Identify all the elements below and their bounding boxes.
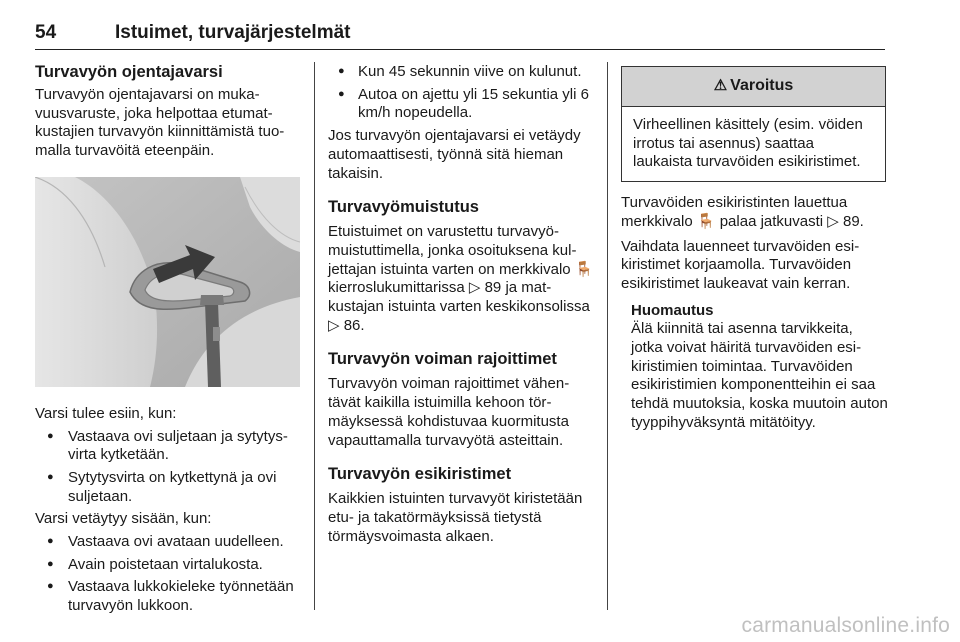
retract-conditions-continued-list xyxy=(328,63,596,123)
note-text: Älä kiinnitä tai asenna tarvikkeita, jotka voivat häiritä turvavöiden esikiristimien toimintaa. Turvavöiden esikiristimien komponentteihin ei saa tehdä muutoksia, koska muutoin auton tyyppihyväksyntä mitätöityy. xyxy=(631,320,888,431)
column-divider xyxy=(607,62,608,610)
seatbelt-presenter-figure xyxy=(35,177,300,387)
extend-conditions-list xyxy=(35,428,300,507)
list-item: ● Avain poistetaan virtalukosta. xyxy=(35,556,300,575)
seatbelt-warning-icon: 🪑 xyxy=(696,212,716,230)
retract-conditions-list xyxy=(35,533,300,616)
warning-box xyxy=(621,66,886,182)
retract-intro: Varsi vetäytyy sisään, kun: xyxy=(35,510,212,528)
note-block xyxy=(621,302,888,433)
page-reference[interactable]: 89 xyxy=(484,279,502,297)
page-reference[interactable]: 89. xyxy=(843,212,864,230)
section-heading-belt-presenter: Turvavyön ojentajavarsi xyxy=(35,63,223,81)
pretensioners-paragraph: Kaikkien istuinten turvavyöt kiristetään etu- ja takatörmäyksissä tietystä törmäysvoimasta alkaen. xyxy=(328,490,583,545)
column-3 xyxy=(621,62,888,433)
page-reference-icon: ▷ xyxy=(468,279,481,297)
replace-pretensioners-paragraph: Vaihdata lauenneet turvavöiden esikiristimet korjaamolla. Turvavöiden esikiristimet laukeavat vain kerran. xyxy=(621,237,860,292)
list-item: ● Vastaava ovi avataan uudelleen. xyxy=(35,533,300,552)
list-item: ● Vastaava lukkokieleke työnnetään turvavyön lukkoon. xyxy=(35,578,300,615)
seatbelt-presenter-illustration xyxy=(35,177,300,387)
pretensioner-triggered-paragraph: Turvavöiden esikiristinten lauettua merkkivalo 🪑 palaa jatkuvasti ▷ 89. xyxy=(621,194,864,230)
belt-presenter-intro: Turvavyön ojentajavarsi on mukavuusvaruste, joka helpottaa etumatkustajien turvavyön kiinnittämistä tuomalla turvavöitä eteenpäin. xyxy=(35,86,285,160)
note-title: Huomautus xyxy=(631,301,714,319)
extend-intro: Varsi tulee esiin, kun: xyxy=(35,404,177,422)
watermark: carmanualsonline.info xyxy=(741,614,950,637)
list-item: ● Vastaava ovi suljetaan ja sytytysvirta kytketään. xyxy=(35,428,300,465)
belt-reminder-paragraph: Etuistuimet on varustettu turvavyömuistuttimella, jonka osoituksena kuljettajan istuinta varten on merkkivalo 🪑 kierroslukumittarissa ▷ 89 ja matkustajan istuinta varten keskikonsolissa ▷ 86. xyxy=(328,223,594,334)
list-item: ● Autoa on ajettu yli 15 sekuntia yli 6 km/h nopeudella. xyxy=(328,86,596,123)
warning-header xyxy=(622,67,885,107)
seatbelt-warning-icon: 🪑 xyxy=(574,260,594,278)
column-divider xyxy=(314,62,315,610)
page-number: 54 xyxy=(35,22,57,43)
column-1 xyxy=(35,62,300,616)
column-2 xyxy=(328,62,596,546)
force-limiters-paragraph: Turvavyön voiman rajoittimet vähentävät kaikilla istuimilla kehoon törmäyksessä kohdistuvaa kuormitusta vapauttamalla turvavyötä asteittain. xyxy=(328,375,570,449)
section-heading-force-limiters: Turvavyön voiman rajoittimet xyxy=(328,350,557,369)
warning-text: Virheellinen käsittely (esim. vöiden irrotus tai asennus) saattaa laukaista turvavöiden esikiristimet. xyxy=(633,116,863,171)
page-reference[interactable]: 86. xyxy=(343,316,365,334)
page-title: Istuimet, turvajärjestelmät xyxy=(115,22,351,43)
section-heading-pretensioners: Turvavyön esikiristimet xyxy=(328,465,512,484)
page-reference-icon: ▷ xyxy=(827,212,839,230)
page-header xyxy=(35,14,885,50)
warning-triangle-icon: ⚠ xyxy=(713,77,728,95)
list-item: ● Kun 45 sekunnin viive on kulunut. xyxy=(328,63,596,82)
list-item: ● Sytytysvirta on kytkettynä ja ovi suljetaan. xyxy=(35,469,300,506)
section-heading-belt-reminder: Turvavyömuistutus xyxy=(328,198,479,217)
warning-title: Varoitus xyxy=(730,77,794,95)
page-reference-icon: ▷ xyxy=(328,316,340,334)
manual-retract-paragraph: Jos turvavyön ojentajavarsi ei vetäydy automaattisesti, työnnä sitä hieman takaisin. xyxy=(328,127,581,182)
